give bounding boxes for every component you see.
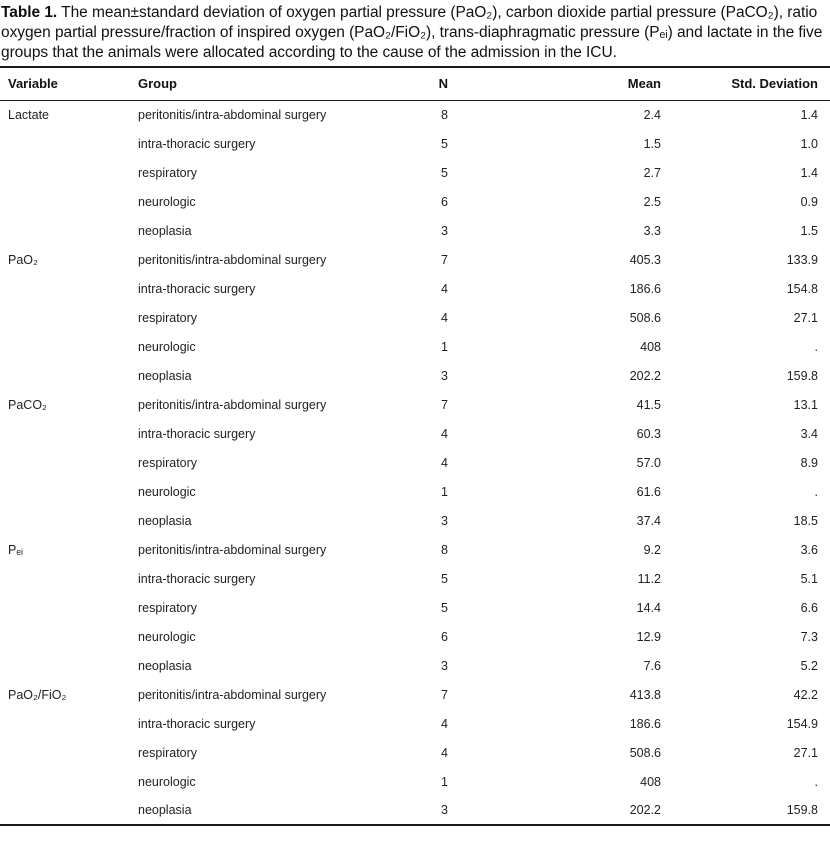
cell-n: 4 <box>441 716 448 731</box>
cell-sd: . <box>814 484 818 499</box>
cell-mean: 413.8 <box>629 687 661 702</box>
table-row <box>0 303 830 332</box>
cell-sd: 1.5 <box>800 223 818 238</box>
cell-group: neurologic <box>138 339 196 354</box>
cell-variable: Pₑᵢ <box>8 542 23 557</box>
cell-variable <box>0 448 138 477</box>
cell-n: 4 <box>441 455 448 470</box>
cell-group: respiratory <box>138 455 198 470</box>
table-header-row <box>0 67 830 100</box>
cell-mean: 1.5 <box>643 136 661 151</box>
cell-n: 3 <box>441 513 448 528</box>
cell-n: 6 <box>441 194 448 209</box>
cell-mean: 60.3 <box>636 426 661 441</box>
header-n: N <box>438 76 448 92</box>
cell-variable: Lactate <box>8 107 50 122</box>
cell-n: 8 <box>441 542 448 557</box>
cell-n: 5 <box>441 165 448 180</box>
header-group: Group <box>138 76 177 92</box>
cell-variable <box>0 274 138 303</box>
header-mean: Mean <box>627 76 661 92</box>
caption-line-1 <box>1 3 830 23</box>
cell-variable <box>0 477 138 506</box>
cell-variable <box>0 303 138 332</box>
cell-mean: 14.4 <box>636 600 661 615</box>
cell-sd: 7.3 <box>800 629 818 644</box>
table-row <box>0 564 830 593</box>
cell-sd: . <box>814 339 818 354</box>
table-row <box>0 390 830 419</box>
cell-sd: 154.9 <box>786 716 818 731</box>
cell-n: 3 <box>441 368 448 383</box>
cell-variable: PaO₂ <box>8 252 38 267</box>
cell-variable <box>0 187 138 216</box>
cell-variable <box>0 622 138 651</box>
cell-sd: 154.8 <box>786 281 818 296</box>
cell-sd: 3.6 <box>800 542 818 557</box>
table-row <box>0 535 830 564</box>
cell-group: intra-thoracic surgery <box>138 426 256 441</box>
cell-sd: 5.2 <box>800 658 818 673</box>
cell-n: 4 <box>441 281 448 296</box>
cell-mean: 2.5 <box>643 194 661 209</box>
cell-sd: 1.4 <box>800 165 818 180</box>
cell-group: neoplasia <box>138 803 192 817</box>
cell-sd: 8.9 <box>800 455 818 470</box>
cell-variable <box>0 419 138 448</box>
caption-label: Table 1. <box>1 4 58 21</box>
cell-group: intra-thoracic surgery <box>138 136 256 151</box>
cell-n: 4 <box>441 745 448 760</box>
table-row <box>0 448 830 477</box>
table-row <box>0 796 830 825</box>
cell-variable <box>0 216 138 245</box>
cell-sd: 13.1 <box>793 397 818 412</box>
cell-group: neoplasia <box>138 368 192 383</box>
cell-n: 5 <box>441 136 448 151</box>
cell-n: 5 <box>441 600 448 615</box>
cell-group: peritonitis/intra-abdominal surgery <box>138 107 327 122</box>
cell-mean: 408 <box>640 339 661 354</box>
cell-mean: 2.7 <box>643 165 661 180</box>
header-variable: Variable <box>8 76 58 92</box>
cell-group: neurologic <box>138 774 196 789</box>
cell-variable <box>0 564 138 593</box>
cell-mean: 37.4 <box>636 513 661 528</box>
table-row <box>0 419 830 448</box>
cell-n: 5 <box>441 571 448 586</box>
caption-line-2: oxygen partial pressure/fraction of inspired oxygen (PaO₂/FiO₂), trans-diaphragmatic pressure (Pₑᵢ) and lactate in the five <box>1 24 823 41</box>
cell-sd: 6.6 <box>800 600 818 615</box>
cell-mean: 7.6 <box>643 658 661 673</box>
cell-n: 6 <box>441 629 448 644</box>
cell-group: neurologic <box>138 629 196 644</box>
cell-mean: 405.3 <box>629 252 661 267</box>
cell-n: 1 <box>441 339 448 354</box>
cell-sd: 159.8 <box>786 368 818 383</box>
cell-sd: 27.1 <box>793 310 818 325</box>
cell-variable <box>0 651 138 680</box>
cell-mean: 508.6 <box>629 310 661 325</box>
cell-group: neurologic <box>138 194 196 209</box>
cell-group: neurologic <box>138 484 196 499</box>
cell-mean: 186.6 <box>629 281 661 296</box>
cell-group: intra-thoracic surgery <box>138 571 256 586</box>
cell-mean: 11.2 <box>637 571 661 586</box>
cell-mean: 57.0 <box>636 455 661 470</box>
cell-sd: 5.1 <box>800 571 818 586</box>
cell-group: respiratory <box>138 165 198 180</box>
cell-mean: 408 <box>640 774 661 789</box>
cell-variable <box>0 709 138 738</box>
cell-variable: PaCO₂ <box>8 397 47 412</box>
table-row <box>0 477 830 506</box>
table-row <box>0 506 830 535</box>
cell-n: 7 <box>441 687 448 702</box>
cell-sd: 42.2 <box>793 687 818 702</box>
cell-variable <box>0 158 138 187</box>
caption-text-1: The mean±standard deviation of oxygen partial pressure (PaO₂), carbon dioxide partial pressure (PaCO₂), ratio <box>61 4 818 21</box>
cell-sd: 3.4 <box>800 426 818 441</box>
results-table <box>0 66 830 826</box>
table-row <box>0 680 830 709</box>
cell-mean: 2.4 <box>643 107 661 122</box>
cell-group: neoplasia <box>138 658 192 673</box>
cell-group: intra-thoracic surgery <box>138 281 256 296</box>
table-row <box>0 274 830 303</box>
table-row <box>0 651 830 680</box>
table-row <box>0 332 830 361</box>
table-row <box>0 361 830 390</box>
cell-mean: 12.9 <box>636 629 661 644</box>
table-row <box>0 709 830 738</box>
cell-group: respiratory <box>138 600 198 615</box>
cell-n: 4 <box>441 426 448 441</box>
cell-n: 1 <box>441 774 448 789</box>
cell-mean: 508.6 <box>629 745 661 760</box>
cell-sd: 159.8 <box>786 803 818 817</box>
cell-variable <box>0 738 138 767</box>
cell-variable <box>0 361 138 390</box>
cell-variable <box>0 129 138 158</box>
table-body <box>0 100 830 825</box>
table-row <box>0 100 830 129</box>
table-row <box>0 187 830 216</box>
cell-group: peritonitis/intra-abdominal surgery <box>138 252 327 267</box>
header-sd: Std. Deviation <box>731 76 818 92</box>
cell-n: 3 <box>441 658 448 673</box>
cell-group: neoplasia <box>138 223 192 238</box>
cell-n: 8 <box>441 107 448 122</box>
table-row <box>0 738 830 767</box>
table-caption <box>0 0 830 66</box>
cell-variable <box>0 332 138 361</box>
cell-n: 1 <box>441 484 448 499</box>
cell-n: 7 <box>441 252 448 267</box>
table-row <box>0 767 830 796</box>
table-row <box>0 622 830 651</box>
cell-sd: 1.0 <box>800 136 818 151</box>
cell-group: respiratory <box>138 745 198 760</box>
cell-mean: 202.2 <box>629 368 661 383</box>
cell-sd: 1.4 <box>800 107 818 122</box>
cell-sd: . <box>814 774 818 789</box>
caption-line-3: groups that the animals were allocated according to the cause of the admission in the ICU. <box>1 44 617 61</box>
cell-group: peritonitis/intra-abdominal surgery <box>138 397 327 412</box>
cell-variable: PaO₂/FiO₂ <box>8 687 67 702</box>
cell-group: neoplasia <box>138 513 192 528</box>
cell-group: intra-thoracic surgery <box>138 716 256 731</box>
cell-mean: 41.5 <box>636 397 661 412</box>
cell-group: peritonitis/intra-abdominal surgery <box>138 542 327 557</box>
table-row <box>0 158 830 187</box>
cell-mean: 3.3 <box>643 223 661 238</box>
cell-n: 3 <box>441 803 448 817</box>
cell-n: 7 <box>441 397 448 412</box>
cell-variable <box>0 767 138 796</box>
table-row <box>0 245 830 274</box>
table-row <box>0 593 830 622</box>
cell-n: 3 <box>441 223 448 238</box>
cell-mean: 61.6 <box>636 484 661 499</box>
cell-sd: 0.9 <box>800 194 818 209</box>
cell-variable <box>0 593 138 622</box>
cell-n: 4 <box>441 310 448 325</box>
cell-sd: 27.1 <box>793 745 818 760</box>
table-row <box>0 216 830 245</box>
cell-mean: 9.2 <box>643 542 661 557</box>
cell-group: peritonitis/intra-abdominal surgery <box>138 687 327 702</box>
cell-sd: 18.5 <box>793 513 818 528</box>
cell-variable <box>0 506 138 535</box>
cell-variable <box>0 796 138 825</box>
cell-mean: 186.6 <box>629 716 661 731</box>
cell-mean: 202.2 <box>629 803 661 817</box>
table-row <box>0 129 830 158</box>
cell-sd: 133.9 <box>786 252 818 267</box>
cell-group: respiratory <box>138 310 198 325</box>
